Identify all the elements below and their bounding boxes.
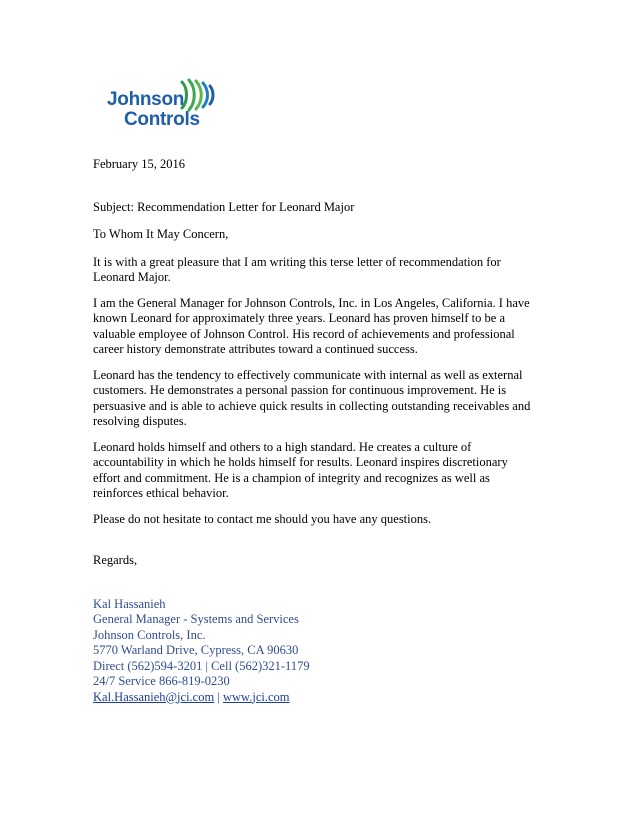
signature-links xyxy=(93,690,533,706)
paragraph-communication: Leonard has the tendency to effectively communicate with internal as well as external customers. He demonstrates a personal passion for continuous improvement. He is persuasive and is able to achieve quick results in collecting outstanding receivables and resolving disputes. xyxy=(93,367,531,428)
signature-title: General Manager - Systems and Services xyxy=(93,612,299,626)
logo-text-line2: Controls xyxy=(124,109,200,130)
logo-swirl-icon xyxy=(178,78,218,112)
paragraph-standards: Leonard holds himself and others to a high standard. He creates a culture of accountability in which he holds himself for results. Leonard inspires discretionary effort and commitment. He is a champion of integrity and recognizes as well as reinforces ethical behavior. xyxy=(93,439,508,500)
signature-name: Kal Hassanieh xyxy=(93,596,166,611)
signature-phones: Direct (562)594-3201 | Cell (562)321-1179 xyxy=(93,658,310,673)
signature-block xyxy=(93,597,533,706)
paragraph-intro: It is with a great pleasure that I am writing this terse letter of recommendation for Leonard Major. xyxy=(93,254,501,284)
logo-text-line1: Johnson xyxy=(107,89,185,110)
signature-company: Johnson Controls, Inc. xyxy=(93,627,206,642)
closing-question: Please do not hesitate to contact me should you have any questions. xyxy=(93,511,432,526)
regards: Regards, xyxy=(93,553,138,567)
letter-greeting: To Whom It May Concern, xyxy=(93,227,229,241)
letter-date: February 15, 2016 xyxy=(93,157,185,171)
letter-subject: Subject: Recommendation Letter for Leonard Major xyxy=(93,199,355,214)
email-link[interactable]: Kal.Hassanieh@jci.com xyxy=(93,689,215,704)
company-logo xyxy=(106,76,226,132)
website-link[interactable]: www.jci.com xyxy=(222,689,290,704)
link-separator: | xyxy=(217,689,220,704)
letter-body xyxy=(93,157,533,705)
signature-address: 5770 Warland Drive, Cypress, CA 90630 xyxy=(93,643,299,657)
signature-service: 24/7 Service 866-819-0230 xyxy=(93,674,230,688)
paragraph-background: I am the General Manager for Johnson Controls, Inc. in Los Angeles, California. I have known Leonard for approximately three years. Leonard has proven himself to be a valuable employee of Johnson Control. His record of achievements and professional career history demonstrate attributes toward a continued success. xyxy=(93,295,530,356)
